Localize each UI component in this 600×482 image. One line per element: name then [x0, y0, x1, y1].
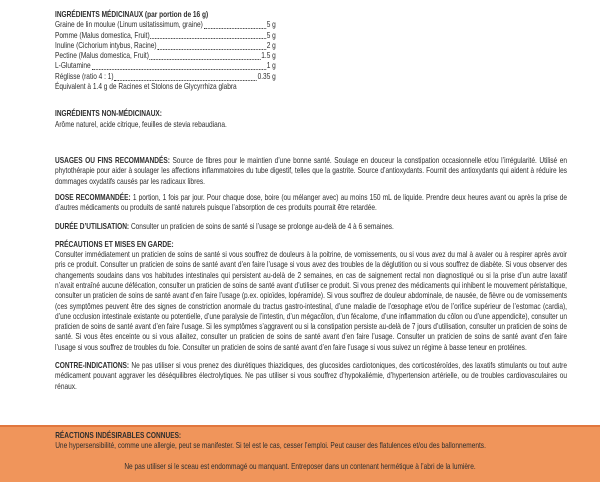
ingredient-name: Pectine (Malus domestica, Fruit) [55, 51, 149, 61]
ingredient-name: L-Glutamine [55, 61, 91, 71]
ingredient-row [55, 61, 276, 71]
section-recommended-uses [55, 156, 567, 187]
adverse-reactions-content [0, 431, 600, 472]
ingredient-row [55, 31, 276, 41]
non-medicinal-body: Arôme naturel, acide citrique, feuilles de stevia rebaudiana. [55, 119, 227, 129]
ingredient-amount: 2 g [266, 40, 276, 50]
section-contraindications [55, 361, 567, 392]
section-recommended-dose [55, 193, 567, 214]
cautions-body: Consulter immédiatement un praticien de soins de santé si vous souffrez de douleurs à la poitrine, de vomissements, ou si vous avez du mal à avaler ou à respirer après avoir pris ce produit. Consulter un praticien de soins de santé avant d’en faire l’usage si vous avez des troubles de la déglutition ou si vous souffrez de diabète. Si vous observer des changements soudains dans vos habitudes intestinales qui persistent au-delà de 2 semaines, en cas de saignement rectal non diagnostiqué ou si la prise d’un autre laxatif n’avait entraîné aucune défécation, consulter un praticien de soins de santé avant d’utiliser ce produit. Si vous prenez des médicaments qui inhibent le mouvement péristaltique, consulter un praticien de soins de santé avant d’en faire l’usage (p.ex. opioïdes, lopéramide). Si vous souffrez de douleur abdominale, de nausée, de fièvre ou de vomissements (ces symptômes peuvent être des signes de constriction anormale du tractus gastro-intestinal, d’une maladie de l’œsophage et/ou de l’orifice supérieur de l’estomac (cardia), d’une occlusion intestinale existante ou potentielle, d’une paralysie de l’intestin, d’un mégacôlon, d’un fécalome, d’une inflammation du côlon ou d’une appendicite), consulter un praticien de soins de santé avant d’en faire l’usage. Si les symptômes s’aggravent ou si la constipation persiste au-delà de 7 jours d’utilisation, consulter un praticien de soins de santé. Si vous êtes enceinte ou si vous allaitez, consulter un praticien de soins de santé avant d’en faire l’usage. Consulter un praticien de soins de santé avant d’en faire l’usage si vous souffrez de troubles du foie. Consulter un praticien de soins de santé avant d’en faire l’usage si vous suivez un régime à basse teneur en protéines. [55, 250, 567, 352]
cautions-heading: PRÉCAUTIONS ET MISES EN GARDE: [55, 239, 174, 249]
dot-leader [204, 28, 266, 29]
ingredient-row [55, 41, 276, 51]
ingredient-name: Graine de lin moulue (Linum usitatissimum, graine) [55, 20, 203, 30]
non-medicinal-heading: INGRÉDIENTS NON-MÉDICINAUX: [55, 109, 162, 119]
ingredient-row [55, 51, 276, 61]
ingredient-name: Inuline (Cichorium intybus, Racine) [55, 40, 157, 50]
medicinal-ingredients-table [55, 20, 276, 82]
ingredient-amount: 5 g [266, 30, 276, 40]
recommended-dose-body: 1 portion, 1 fois par jour. Pour chaque dose, boire (ou mélanger avec) au moins 150 mL de liquide. Prendre deux heures avant ou après la prise de d’autres médicaments ou produits de santé naturels puisque l’absorption de ces produits pourrait être retardée. [55, 192, 567, 213]
recommended-dose-label: DOSE RECOMMANDÉE: [55, 192, 131, 202]
label-text-column [55, 10, 567, 392]
section-medicinal-ingredients [55, 10, 567, 92]
dot-leader [150, 59, 261, 60]
duration-label: DURÉE D’UTILISATION: [55, 222, 130, 232]
duration-body: Consulter un praticien de soins de santé si l’usage se prolonge au-delà de 4 à 6 semaines. [130, 222, 394, 232]
ingredient-amount: 1 g [266, 61, 276, 71]
storage-seal-note: Ne pas utiliser si le sceau est endommagé ou manquant. Entreposer dans un contenant hermétique à l’abri de la lumière. [124, 461, 476, 471]
ingredient-amount: 0.35 g [257, 71, 276, 81]
dot-leader [114, 80, 256, 81]
recommended-uses-label: USAGES OU FINS RECOMMANDÉS: [55, 155, 170, 165]
ingredient-amount: 1.5 g [261, 51, 276, 61]
section-duration-of-use [55, 222, 567, 232]
dot-leader [150, 38, 265, 39]
adverse-reactions-band [0, 425, 600, 482]
medicinal-ingredients-heading: INGRÉDIENTS MÉDICINAUX (par portion de 16 g) [55, 10, 209, 19]
ingredient-name: Réglisse (ratio 4 : 1) [55, 71, 114, 81]
contraindications-body: Ne pas utiliser si vous prenez des diurétiques thiazidiques, des glucosides cardiotoniques, des corticostéroïdes, des laxatifs stimulants ou tout autre médicament pouvant aggraver les déséquilibres électrolytiques. Ne pas utiliser si vous souffrez d’hypokaliémie, d’hypertension artérielle, ou de troubles cardiovasculaires ou rénaux. [55, 361, 567, 391]
adverse-reactions-heading: RÉACTIONS INDÉSIRABLES CONNUES: [55, 431, 182, 440]
adverse-reactions-body: Une hypersensibilité, comme une allergie, peut se manifester. Si tel est le cas, cesser l’emploi. Peut causer des flatulences et/ou des ballonnements. [55, 441, 486, 451]
dot-leader [91, 69, 265, 70]
ingredient-amount: 5 g [266, 20, 276, 30]
ingredient-name: Pomme (Malus domestica, Fruit) [55, 30, 150, 40]
ingredient-row [55, 72, 276, 82]
section-non-medicinal-ingredients [55, 109, 567, 130]
ingredient-row [55, 20, 276, 30]
equivalent-note: Équivalent à 1.4 g de Racines et Stolons de Glycyrrhiza glabra [55, 82, 237, 92]
dot-leader [157, 49, 266, 50]
recommended-uses-body: Source de fibres pour le maintien d’une bonne santé. Soulage en douceur la constipation occasionnelle et/ou l’irrégularité. Utilisé en phytothérapie pour aider à soulager les affections inflammatoires du tube digestif, telles que la gastrite. Source d’antioxydants. Fournit des antioxydants qui aident à réduire les dommages oxydatifs causés par les radicaux libres. [55, 155, 567, 186]
section-cautions-warnings [55, 240, 567, 353]
contraindications-label: CONTRE-INDICATIONS: [55, 361, 130, 371]
